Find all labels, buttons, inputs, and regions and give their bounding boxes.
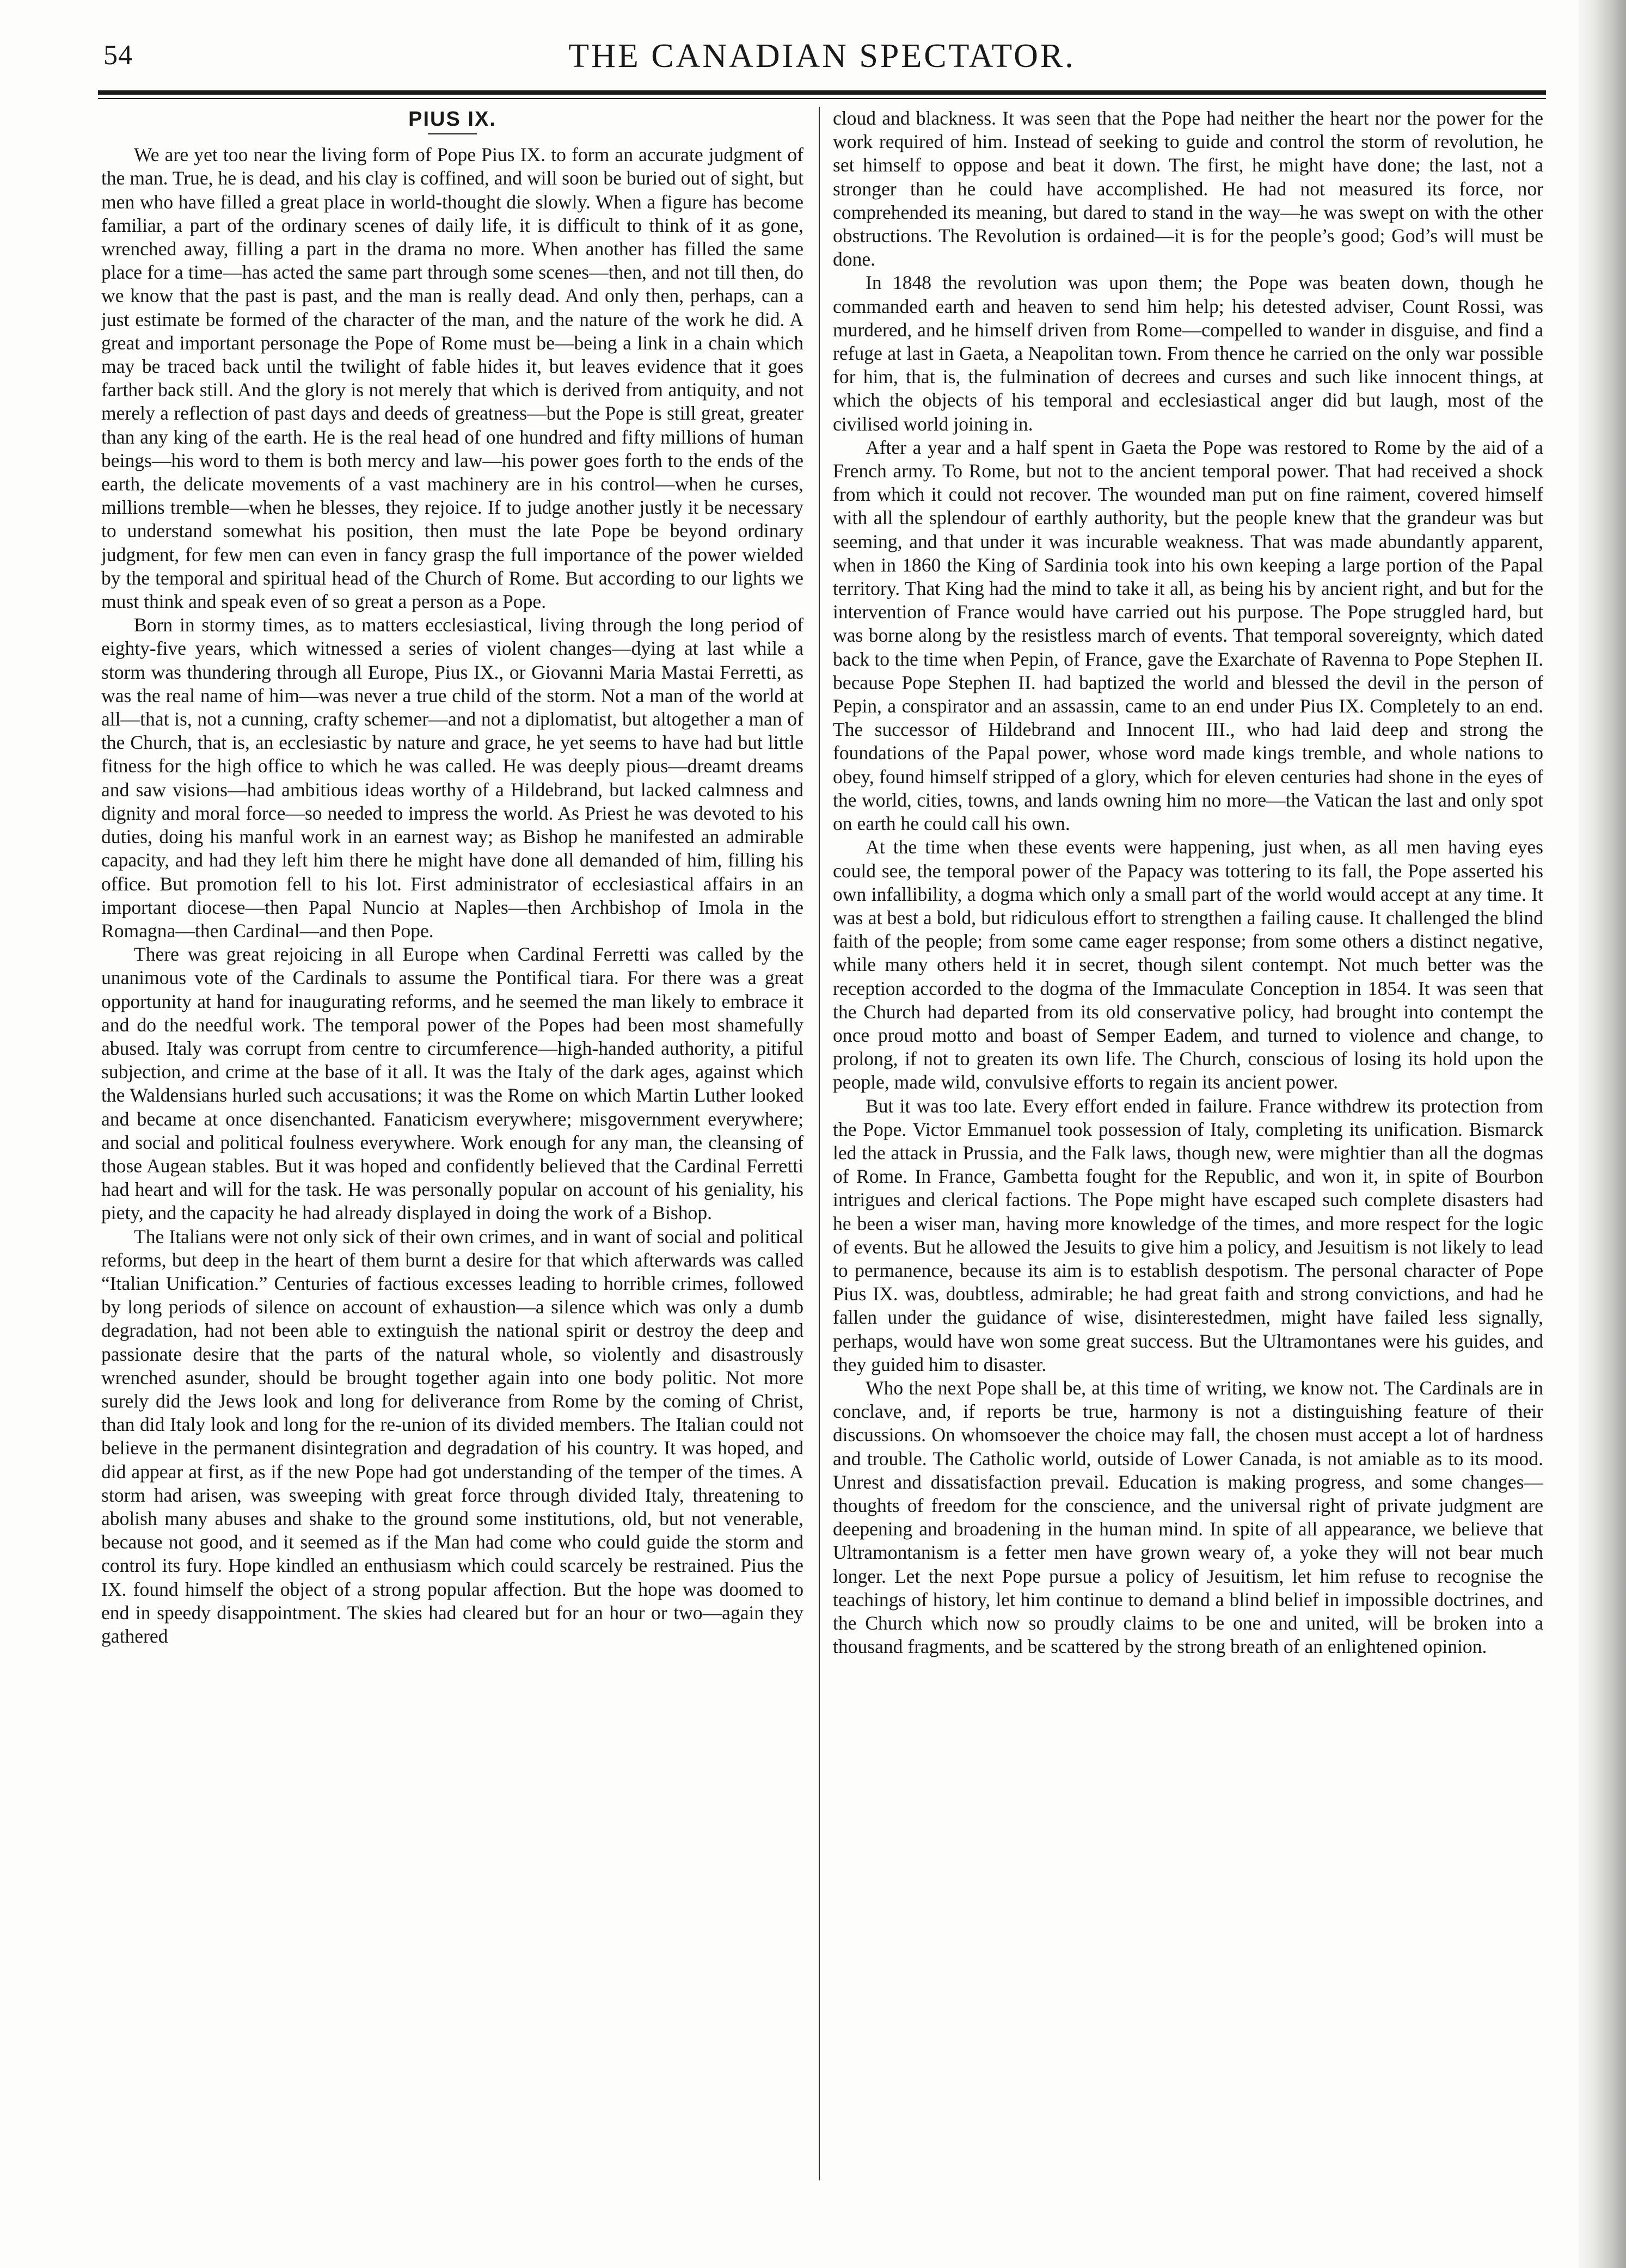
article-paragraph: After a year and a half spent in Gaeta the Pope was restored to Rome by the aid of a French army. To Rome, but not to the ancient temporal power. That had received a shock from which it could not recover. The wounded man put on fine raiment, covered himself with all the splendour of earthly authority, but the people knew that the grandeur was but seeming, and that under it was incurable weakness. That was made abundantly apparent, when in 1860 the King of Sardinia took into his own keeping a large portion of the Papal territory. That King had the mind to take it all, as being his by ancient right, and but for the intervention of France would have carried out his purpose. The Pope struggled hard, but was borne along by the resistless march of events. That temporal sovereignty, which dated back to the time when Pepin, of France, gave the Exarchate of Ravenna to Pope Stephen II. because Pope Stephen II. had baptized the world and blessed the devil in the person of Pepin, a conspirator and an assassin, came to an end under Pius IX. Completely to an end. The successor of Hildebrand and Innocent III., who had laid deep and strong the foundations of the Papal power, whose word made kings tremble, and whole nations to obey, found himself stripped of a glory, which for eleven centuries had shone in the eyes of the world, cities, towns, and lands owning him no more—the Vatican the last and only spot on earth he could call his own. <box>833 436 1543 835</box>
column-divider <box>819 107 820 2180</box>
article-title: PIUS IX. <box>408 108 496 131</box>
page-header <box>98 34 1546 83</box>
article-paragraph: The Italians were not only sick of their own crimes, and in want of social and political reforms, but deep in the heart of them burnt a desire for that which afterwards was called “Italian Unification.” Centuries of factious excesses leading to horrible crimes, followed by long periods of silence on account of exhaustion—a silence which was only a dumb degradation, had not been able to extinguish the national spirit or destroy the deep and passionate desire that the parts of the natural whole, so violently and disastrously wrenched asunder, should be brought together again into one body politic. Not more surely did the Jews look and long for deliverance from Rome by the coming of Christ, than did Italy look and long for the re-union of its divided members. The Italian could not believe in the permanent disintegration and degradation of his country. It was hoped, and did appear at first, as if the new Pope had got understanding of the temper of the times. A storm had arisen, was sweeping with great force through divided Italy, threatening to abolish many abuses and shake to the ground some institutions, old, but not venerable, because not good, and it seemed as if the Man had come who could guide the storm and control its fury. Hope kindled an enthusiasm which could scarcely be restrained. Pius the IX. found himself the object of a strong popular affection. But the hope was doomed to end in speedy disappointment. The skies had cleared but for an hour or two—again they gathered <box>101 1225 803 1647</box>
left-column <box>101 107 803 1648</box>
page-number: 54 <box>103 40 133 71</box>
article-paragraph-continued: cloud and blackness. It was seen that the Pope had neither the heart nor the power for the work required of him. Instead of seeking to guide and control the storm of revolution, he set himself to oppose and beat it down. The first, he might have done; the last, not a stronger than he could have accomplished. He had not measured its force, nor comprehended its meaning, but dared to stand in the way—he was swept on with the other obstructions. The Revolution is ordained—it is for the people’s good; God’s will must be done. <box>833 107 1543 271</box>
article-paragraph: There was great rejoicing in all Europe when Cardinal Ferretti was called by the unanimous vote of the Cardinals to assume the Pontifical tiara. For there was a great opportunity at hand for inaugurating reforms, and he seemed the man likely to embrace it and do the needful work. The temporal power of the Popes had been most shamefully abused. Italy was corrupt from centre to circumference—high-handed authority, a pitiful subjection, and crime at the base of it all. It was the Italy of the dark ages, against which the Waldensians hurled such accusations; it was the Rome on which Martin Luther looked and became at once disenchanted. Fanaticism everywhere; misgovernment everywhere; and social and political foulness everywhere. Work enough for any man, the cleansing of those Augean stables. But it was hoped and confidently believed that the Cardinal Ferretti had heart and will for the task. He was personally popular on account of his geniality, his piety, and the capacity he had already displayed in doing the work of a Bishop. <box>101 943 803 1224</box>
article-paragraph: In 1848 the revolution was upon them; the Pope was beaten down, though he commanded earth and heaven to send him help; his detested adviser, Count Rossi, was murdered, and he himself driven from Rome—compelled to wander in disguise, and find a refuge at last in Gaeta, a Neapolitan town. From thence he carried on the only war possible for him, that is, the fulmination of decrees and curses and such like innocent things, at which the objects of his temporal and ecclesiastical anger did but laugh, most of the civilised world joining in. <box>833 272 1543 435</box>
binding-edge-shadow <box>1579 0 1626 2268</box>
masthead: THE CANADIAN SPECTATOR. <box>568 38 1076 75</box>
title-rule <box>428 133 477 134</box>
article-paragraph: Born in stormy times, as to matters ecclesiastical, living through the long period of eighty-five years, which witnessed a series of violent changes—dying at last while a storm was thundering through all Europe, Pius IX., or Giovanni Maria Mastai Ferretti, as was the real name of him—was never a true child of the storm. Not a man of the world at all—that is, not a cunning, crafty schemer—and not a diplomatist, but altogether a man of the Church, that is, an ecclesiastic by nature and grace, he yet seems to have had but little fitness for the high office to which he was called. He was deeply pious—dreamt dreams and saw visions—had ambitious ideas worthy of a Hildebrand, but lacked calmness and dignity and moral force—so needed to impress the world. As Priest he was devoted to his duties, doing his manful work in an earnest way; as Bishop he manifested an admirable capacity, and had they left him there he might have done all demanded of him, filling his office. But promotion fell to his lot. First administrator of ecclesiastical affairs in an important diocese—then Papal Nuncio at Naples—then Archbishop of Imola in the Romagna—then Cardinal—and then Pope. <box>101 614 803 942</box>
header-rule-thin <box>98 98 1546 99</box>
article-paragraph: Who the next Pope shall be, at this time of writing, we know not. The Cardinals are in conclave, and, if reports be true, harmony is not a distinguishing feature of their discussions. On whomsoever the choice may fall, the chosen must accept a lot of hardness and trouble. The Catholic world, outside of Lower Canada, is not amiable as to its mood. Unrest and dissatisfaction prevail. Education is making progress, and some changes—thoughts of freedom for the conscience, and the universal right of private judgment are deepening and broadening in the human mind. In spite of all appearance, we believe that Ultramontanism is a fetter men have grown weary of, a yoke they will not bear much longer. Let the next Pope pursue a policy of Jesuitism, let him refuse to recognise the teachings of history, let him continue to demand a blind belief in impossible doctrines, and the Church which now so proudly claims to be one and united, will be broken into a thousand fragments, and be scattered by the strong breath of an enlightened opinion. <box>833 1376 1543 1658</box>
article-paragraph: At the time when these events were happening, just when, as all men having eyes could see, the temporal power of the Papacy was tottering to its fall, the Pope asserted his own infallibility, a dogma which only a small part of the world would accept at any time. It was at best a bold, but ridiculous effort to strengthen a failing cause. It challenged the blind faith of the people; from some came eager response; from some others a distinct negative, while many others held it in secret, though silent contempt. Not much better was the reception accorded to the dogma of the Immaculate Conception in 1854. It was seen that the Church had departed from its old conservative policy, had brought into contempt the once proud motto and boast of Semper Eadem, and turned to violence and change, to prolong, if not to greaten its own life. The Church, conscious of losing its hold upon the people, made wild, convulsive efforts to regain its ancient power. <box>833 836 1543 1093</box>
right-column <box>833 107 1543 1658</box>
article-paragraph: But it was too late. Every effort ended in failure. France withdrew its protection from the Pope. Victor Emmanuel took possession of Italy, completing its unification. Bismarck led the attack in Prussia, and the Falk laws, though new, were mightier than all the dogmas of Rome. In France, Gambetta fought for the Republic, and won it, in spite of Bourbon intrigues and clerical factions. The Pope might have escaped such complete disasters had he been a wiser man, having more knowledge of the times, and more respect for the logic of events. But he allowed the Jesuits to give him a policy, and Jesuitism is not likely to lead to permanence, because its aim is to establish despotism. The personal character of Pope Pius IX. was, doubtless, admirable; he had great faith and strong convictions, and had he fallen under the guidance of wise, disinterestedmen, might have failed less signally, perhaps, would have won some great success. But the Ultramontanes were his guides, and they guided him to disaster. <box>833 1095 1543 1375</box>
header-rule-thick <box>98 90 1546 95</box>
article-paragraph: We are yet too near the living form of Pope Pius IX. to form an accurate judgment of the man. True, he is dead, and his clay is coffined, and will soon be buried out of sight, but men who have filled a great place in world-thought die slowly. When a figure has become familiar, a part of the ordinary scenes of daily life, it is difficult to think of it as gone, wrenched away, filling a part in the drama no more. When another has filled the same place for a time—has acted the same part through some scenes—then, and not till then, do we know that the past is past, and the man is really dead. And only then, perhaps, can a just estimate be formed of the character of the man, and the nature of the work he did. A great and important personage the Pope of Rome must be—being a link in a chain which may be traced back until the twilight of fable hides it, but leaves evidence that it goes farther back still. And the glory is not merely that which is derived from antiquity, and not merely a reflection of past days and deeds of greatness—but the Pope is still great, greater than any king of the earth. He is the real head of one hundred and fifty millions of human beings—his word to them is both mercy and law—his power goes forth to the ends of the earth, the delicate movements of a vast machinery are in his control—when he curses, millions tremble—when he blesses, they rejoice. If to judge another justly it be necessary to understand somewhat his position, then must the late Pope be beyond ordinary judgment, for few men can even in fancy grasp the full importance of the power wielded by the temporal and spiritual head of the Church of Rome. But according to our lights we must think and speak even of so great a person as a Pope. <box>101 144 803 613</box>
